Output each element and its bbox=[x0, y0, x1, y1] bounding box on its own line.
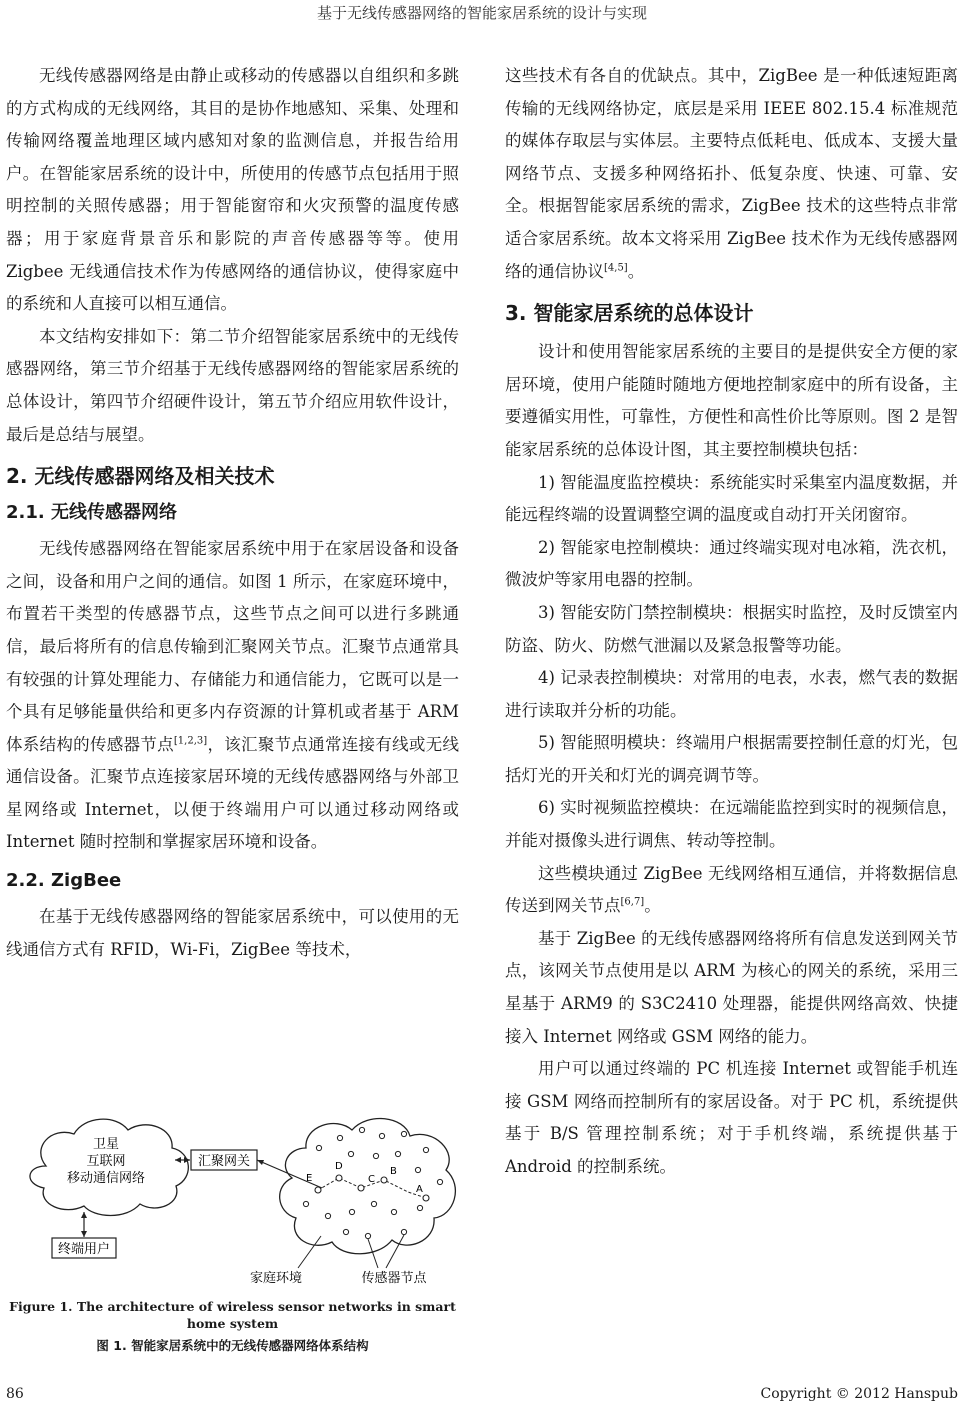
sensor-node bbox=[401, 1229, 406, 1234]
arrow-head-icon bbox=[81, 1212, 87, 1218]
sensor-node bbox=[391, 1209, 396, 1214]
cloud-label-internet: 互联网 bbox=[86, 1154, 126, 1169]
citation-1-2-3: [1,2,3] bbox=[173, 735, 208, 747]
sensor-node bbox=[337, 1135, 342, 1140]
page-number: 86 bbox=[6, 1386, 24, 1402]
node-a-icon bbox=[423, 1195, 429, 1201]
copyright-notice: Copyright © 2012 Hanspub bbox=[760, 1386, 958, 1402]
citation-6-7: [6,7] bbox=[620, 896, 645, 908]
citation-4-5: [4,5] bbox=[604, 262, 628, 274]
left-column bbox=[6, 60, 459, 966]
module-item-2: 2) 智能家电控制模块：通过终端实现对电冰箱，洗衣机，微波炉等家用电器的控制。 bbox=[505, 537, 958, 590]
cloud-label-mobile: 移动通信网络 bbox=[66, 1171, 146, 1186]
right-column bbox=[505, 60, 958, 1184]
design-paragraph: 设计和使用智能家居系统的主要目的是提供安全方便的家居环境，使用户能随时随地方便地控制家庭中的所有设备，主要遵循实用性，可靠性，方便性和高性价比等原则。图 2 是智能家居系统的总体设计图，其主要控制模块包括： bbox=[505, 342, 958, 459]
arrow-head-icon bbox=[81, 1231, 87, 1237]
section-3-heading: 3. 智能家居系统的总体设计 bbox=[505, 301, 754, 326]
user-control-paragraph: 用户可以通过终端的 PC 机连接 Internet 或智能手机连接 GSM 网络而控制所有的家居设备。对于 PC 机，系统提供基于 B/S 管理控制系统；对于手机终端，系统提供基于 Android 的控制系统。 bbox=[505, 1059, 958, 1176]
sensor-node bbox=[303, 1201, 308, 1206]
zigbee-continuation-paragraph bbox=[505, 60, 958, 288]
modules-text-a: 这些模块通过 ZigBee 无线网络相互通信，并将数据信息传送到网关节点 bbox=[505, 863, 958, 916]
sensor-node bbox=[316, 1145, 321, 1150]
wsn-text-b: ，该汇聚节点通常连接有线或无线通信设备。汇聚节点连接家居环境的无线传感器网络与外部卫星网络或 Internet，以便于终端用户可以通过移动网络或 Internet 随时控制和掌握家居环境和设备。 bbox=[6, 734, 460, 852]
figure-1 bbox=[6, 1108, 459, 1368]
sensor-node bbox=[371, 1201, 376, 1206]
gateway-paragraph: 基于 ZigBee 的无线传感器网络将所有信息发送到网关节点，该网关节点使用是以 ARM 为核心的网关的系统，采用三星基于 ARM9 的 S3C2410 处理器，能提供网络高效、快捷接入 Internet 网络或 GSM 网络的能力。 bbox=[505, 928, 958, 1046]
node-a-label: A bbox=[416, 1184, 423, 1195]
sensor-node bbox=[359, 1127, 364, 1132]
sensor-node bbox=[349, 1209, 354, 1214]
wsn-paragraph bbox=[6, 533, 459, 859]
figure-caption-chinese: 图 1. 智能家居系统中的无线传感器网络体系结构 bbox=[96, 1338, 369, 1353]
wsn-text-a: 无线传感器网络在智能家居系统中用于在家居设备和设备之间，设备和用户之间的通信。如图 1 所示，在家庭环境中，布置若干类型的传感器节点，这些节点之间可以进行多跳通信，最后将所有的信息传输到汇聚网关节点。汇聚节点通常具有较强的计算处理能力、存储能力和通信能力，它既可以是一个具有足够能量供给和更多内存资源的计算机或者基于 ARM 体系结构的传感器节点 bbox=[6, 539, 459, 754]
node-e-label: E bbox=[306, 1173, 313, 1184]
node-c-label: C bbox=[368, 1174, 375, 1185]
home-environment-label: 家庭环境 bbox=[249, 1271, 303, 1286]
module-item-5: 5) 智能照明模块：终端用户根据需要控制任意的灯光，包括灯光的开关和灯光的调亮调节等。 bbox=[505, 733, 958, 785]
wsn-architecture-diagram bbox=[6, 1108, 459, 1293]
zigbee-text-b: 。 bbox=[627, 261, 645, 281]
sensor-node bbox=[373, 1153, 378, 1158]
modules-comm-paragraph bbox=[505, 858, 958, 923]
node-e-icon bbox=[315, 1187, 321, 1193]
gateway-label: 汇聚网关 bbox=[197, 1154, 251, 1169]
module-item-3: 3) 智能安防门禁控制模块：根据实时监控，及时反馈室内防盗、防火、防燃气泄漏以及紧急报警等功能。 bbox=[505, 602, 958, 655]
sensor-node bbox=[365, 1233, 370, 1238]
terminal-user-label: 终端用户 bbox=[57, 1242, 111, 1257]
sensor-node bbox=[395, 1151, 400, 1156]
zigbee-paragraph: 在基于无线传感器网络的智能家居系统中，可以使用的无线通信方式有 RFID，Wi-Fi，ZigBee 等技术， bbox=[6, 907, 459, 959]
sensor-node-label: 传感器节点 bbox=[361, 1271, 427, 1286]
sensor-node bbox=[379, 1133, 384, 1138]
section-2-heading: 2. 无线传感器网络及相关技术 bbox=[6, 464, 275, 489]
arrow-head-icon bbox=[257, 1160, 264, 1165]
zigbee-text-a: 这些技术有各自的优缺点。其中，ZigBee 是一种低速短距离传输的无线网络协定，底层是采用 IEEE 802.15.4 标准规范的媒体存取层与实体层。主要特点低耗电、低成本、支援大量网络节点、支援多种网络拓扑、低复杂度、快速、可靠、安全。根据智能家居系统的需求，ZigBee 技术的这些特点非常适合家居系统。故本文将采用 ZigBee 技术作为无线传感器网络的通信协议 bbox=[505, 66, 958, 281]
running-header: 基于无线传感器网络的智能家居系统的设计与实现 bbox=[316, 4, 647, 22]
sensor-node bbox=[325, 1213, 330, 1218]
section-2-1-heading: 2.1. 无线传感器网络 bbox=[6, 502, 177, 524]
sensor-node bbox=[437, 1179, 442, 1184]
node-d-icon bbox=[336, 1175, 342, 1181]
sensor-node bbox=[343, 1229, 348, 1234]
sensor-node bbox=[417, 1205, 422, 1210]
cloud-label-satellite: 卫星 bbox=[92, 1137, 120, 1152]
modules-text-b: 。 bbox=[644, 896, 661, 916]
module-item-6: 6) 实时视频监控模块：在远端能监控到实时的视频信息，并能对摄像头进行调焦、转动等控制。 bbox=[505, 798, 958, 851]
sensor-node bbox=[348, 1151, 353, 1156]
node-b-icon bbox=[381, 1177, 387, 1183]
module-item-4: 4) 记录表控制模块：对常用的电表，水表，燃气表的数据进行读取并分析的功能。 bbox=[505, 668, 958, 720]
intro-paragraph: 无线传感器网络是由静止或移动的传感器以自组织和多跳的方式构成的无线网络，其目的是协作地感知、采集、处理和传输网络覆盖地理区域内感知对象的监测信息，并报告给用户。在智能家居系统的设计中，所使用的传感节点包括用于照明控制的关照传感器；用于智能窗帘和火灾预警的温度传感器；用于家庭背景音乐和影院的声音传感器等等。使用 Zigbee 无线通信技术作为传感网络的通信协议，使得家庭中的系统和人直接可以相互通信。 bbox=[6, 66, 459, 314]
sensor-node bbox=[423, 1147, 428, 1152]
figure-caption-english: Figure 1. The architecture of wireless sensor networks in smart home system bbox=[9, 1299, 456, 1331]
node-d-label: D bbox=[335, 1161, 343, 1172]
node-b-label: B bbox=[390, 1166, 397, 1177]
structure-paragraph: 本文结构安排如下：第二节介绍智能家居系统中的无线传感器网络，第三节介绍基于无线传感器网络的智能家居系统的总体设计，第四节介绍硬件设计，第五节介绍应用软件设计，最后是总结与展望。 bbox=[6, 326, 459, 444]
sensor-node bbox=[415, 1167, 420, 1172]
sensor-node bbox=[401, 1131, 406, 1136]
section-2-2-heading: 2.2. ZigBee bbox=[6, 870, 122, 892]
node-c-icon bbox=[358, 1185, 364, 1191]
module-item-1: 1) 智能温度监控模块：系统能实时采集室内温度数据，并能远程终端的设置调整空调的温度或自动打开关闭窗帘。 bbox=[505, 472, 958, 525]
